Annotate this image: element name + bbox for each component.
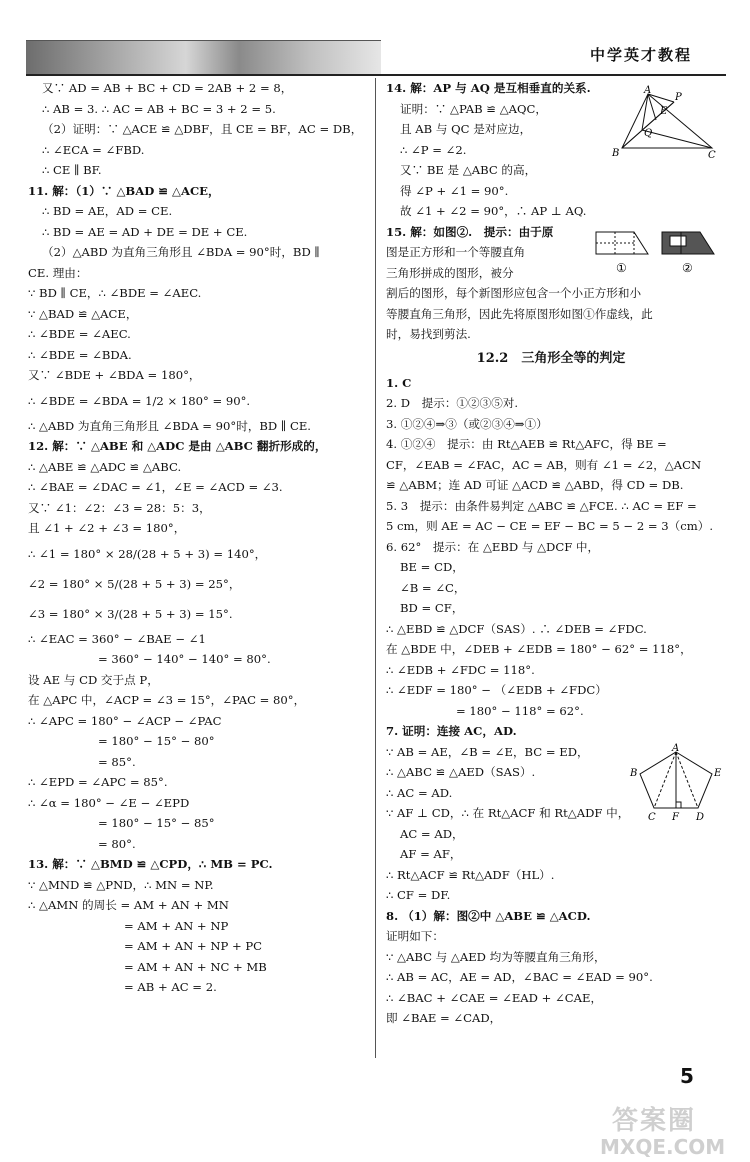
- header-banner-image: [26, 40, 381, 76]
- figure-label: ①: [616, 261, 627, 275]
- figure-label: F: [672, 812, 679, 823]
- text-line: ∴ ∠EAC = 360° − ∠BAE − ∠1: [28, 631, 206, 646]
- text-line: 又∵ ∠BDE + ∠BDA = 180°，: [28, 368, 201, 382]
- text-line: ∴ ∠BAE = ∠DAC = ∠1，∠E = ∠ACD = ∠3.: [28, 480, 283, 494]
- text-line: 即 ∠BAE = ∠CAD，: [386, 1011, 502, 1025]
- text-line: 在 △APC 中，∠ACP = ∠3 = 15°，∠PAC = 80°，: [28, 693, 306, 707]
- text-line: ∴ ∠P = ∠2.: [400, 142, 467, 157]
- text-line: ∴ Rt△ACF ≌ Rt△ADF（HL）.: [386, 867, 555, 882]
- left-column: [28, 78, 368, 998]
- answer-1: 1. C: [386, 375, 412, 390]
- figure-label: P: [675, 92, 682, 103]
- text-line: 等腰直角三角形，因此先将原图形如图①作虚线，此: [386, 306, 653, 321]
- text-line: ∴ △ABC ≌ △AED（SAS）.: [386, 765, 536, 779]
- text-line: 证明如下：: [386, 929, 444, 943]
- text-line: （2）证明：∵ △ACE ≌ △DBF，且 CE = BF，AC = DB，: [42, 122, 363, 136]
- text-line: ∠3 = 180° × 3/(28 + 5 + 3) = 15°.: [28, 606, 233, 621]
- text-line: 且 ∠1 + ∠2 + ∠3 = 180°，: [28, 521, 186, 535]
- text-line: 且 AB 与 QC 是对应边，: [400, 122, 532, 136]
- text-line: BD = CF，: [400, 601, 464, 615]
- figure-label: B: [630, 768, 638, 779]
- text-line: 5 cm，则 AE = AC − CE = EF − BC = 5 − 2 = 3（cm）.: [386, 519, 714, 533]
- text-line: 在 △BDE 中，∠DEB + ∠EDB = 180° − 62° = 118°，: [386, 642, 692, 656]
- figure-label: A: [672, 743, 680, 754]
- text-line: 图是正方形和一个等腰直角: [386, 245, 526, 259]
- text-line: ∵ △BAD ≌ △ACE，: [28, 306, 138, 321]
- text-line: （2）△ABD 为直角三角形且 ∠BDA = 90°时，BD ∥: [42, 245, 320, 259]
- text-line: ≌ △ABM；连 AD 可证 △ACD ≌ △ABD，得 CD = DB.: [386, 478, 684, 492]
- text-line: ∴ ∠ECA = ∠FBD.: [42, 142, 145, 157]
- figure-label: D: [696, 812, 705, 823]
- text-line: 设 AE 与 CD 交于点 P，: [28, 672, 159, 687]
- text-line: ∵ AF ⊥ CD，∴ 在 Rt△ACF 和 Rt△ADF 中，: [386, 806, 630, 820]
- text-line: = 180° − 118° = 62°.: [456, 703, 584, 718]
- pentagon-figure-7: [630, 744, 720, 822]
- text-line: 故 ∠1 + ∠2 = 90°，∴ AP ⊥ AQ.: [400, 204, 587, 218]
- text-line: = AM + AN + NP: [124, 918, 229, 933]
- column-divider: [375, 78, 376, 1058]
- triangle-figure-14: [612, 84, 718, 160]
- text-line: ∴ CE ∥ BF.: [42, 163, 102, 177]
- text-line: ∵ BD ∥ CE，∴ ∠BDE = ∠AEC.: [28, 286, 202, 300]
- text-line: = 85°.: [98, 754, 136, 769]
- figure-label: Q: [644, 128, 653, 139]
- text-line: ∴ △EBD ≌ △DCF（SAS）. ∴ ∠DEB = ∠FDC.: [386, 621, 647, 636]
- watermark-logo: 答案圈: [612, 1106, 697, 1136]
- text-line: 又∵ ∠1：∠2：∠3 = 28：5：3，: [28, 500, 211, 515]
- text-line: ∴ △ABE ≌ △ADC ≌ △ABC.: [28, 459, 182, 474]
- text-line: AF = AF，: [400, 847, 462, 861]
- text-line: = 180° − 15° − 80°: [98, 734, 215, 748]
- text-line: ∴ ∠BAC + ∠CAE = ∠EAD + ∠CAE，: [386, 990, 603, 1005]
- text-line: 5. 3 提示：由条件易判定 △ABC ≌ △FCE. ∴ AC = EF =: [386, 498, 697, 513]
- text-line: 割后的图形，每个新图形应包含一个小正方形和小: [386, 286, 642, 300]
- text-line: 得 ∠P + ∠1 = 90°.: [400, 183, 509, 198]
- figure-label: B: [612, 148, 620, 159]
- text-line: = AB + AC = 2.: [124, 980, 217, 994]
- text-line: = 180° − 15° − 85°: [98, 816, 215, 830]
- text-line: ∴ ∠EDB + ∠FDC = 118°.: [386, 662, 535, 677]
- answer-8: 8. （1）解：图②中 △ABE ≌ △ACD.: [386, 908, 591, 923]
- answer-11: 11. 解：（1）∵ △BAD ≌ △ACE，: [28, 183, 220, 198]
- text-line: = 80°.: [98, 836, 136, 851]
- text-line: ∵ △ABC 与 △AED 均为等腰直角三角形，: [386, 949, 606, 964]
- text-line: AC = AD，: [400, 826, 464, 841]
- text-line: 6. 62° 提示：在 △EBD 与 △DCF 中，: [386, 539, 600, 554]
- text-line: = AM + AN + NP + PC: [124, 939, 263, 953]
- text-line: 又∵ AD = AB + BC + CD = 2AB + 2 = 8，: [42, 81, 293, 95]
- text-line: ∴ BD = AE，AD = CE.: [42, 204, 173, 218]
- answer-12: 12. 解：∵ △ABE 和 △ADC 是由 △ABC 翻折形成的，: [28, 439, 327, 453]
- figure-label: E: [660, 106, 668, 117]
- answer-13: 13. 解：∵ △BMD ≌ △CPD，∴ MB = PC.: [28, 857, 273, 871]
- text-line: = AM + AN + NC + MB: [124, 959, 267, 974]
- answer-7: 7. 证明：连接 AC，AD.: [386, 724, 517, 738]
- text-line: ∴ ∠BDE = ∠AEC.: [28, 327, 131, 341]
- text-line: ∴ ∠BDE = ∠BDA = 1/2 × 180° = 90°.: [28, 393, 251, 408]
- answer-15: 15. 解：如图②. 提示：由于原: [386, 224, 554, 239]
- text-line: ∴ ∠EDF = 180° − （∠EDB + ∠FDC）: [386, 683, 607, 697]
- header-rule: [26, 74, 726, 76]
- text-line: 证明：∵ △PAB ≌ △AQC，: [400, 101, 547, 116]
- text-line: ∴ AC = AD.: [386, 785, 453, 800]
- text-line: 2. D 提示：①②③⑤对.: [386, 396, 519, 410]
- answer-14: 14. 解：AP 与 AQ 是互相垂直的关系.: [386, 81, 591, 95]
- text-line: ∠B = ∠C，: [400, 580, 466, 595]
- text-line: BE = CD，: [400, 560, 464, 574]
- cut-shapes-figure-15: [590, 228, 720, 278]
- text-line: ∴ BD = AE = AD + DE = DE + CE.: [42, 224, 248, 239]
- right-column: [386, 78, 716, 1029]
- text-line: ∴ ∠EPD = ∠APC = 85°.: [28, 775, 168, 789]
- figure-label: A: [644, 85, 652, 96]
- text-line: 又∵ BE 是 △ABC 的高，: [400, 163, 537, 177]
- text-line: ∴ △ABD 为直角三角形且 ∠BDA = 90°时，BD ∥ CE.: [28, 418, 311, 433]
- text-line: ∴ AB = AC，AE = AD，∠BAC = ∠EAD = 90°.: [386, 970, 653, 984]
- text-line: 时，易找到剪法.: [386, 327, 471, 341]
- text-line: CF，∠EAB = ∠FAC，AC = AB，则有 ∠1 = ∠2，△ACN: [386, 457, 702, 472]
- text-line: ∴ CF = DF.: [386, 888, 451, 902]
- text-line: ∴ ∠1 = 180° × 28/(28 + 5 + 3) = 140°，: [28, 546, 267, 561]
- text-line: ∴ AB = 3. ∴ AC = AB + BC = 3 + 2 = 5.: [42, 101, 276, 116]
- figure-label: C: [708, 150, 716, 161]
- text-line: 三角形拼成的图形，被分: [386, 265, 514, 280]
- text-line: 3. ①②④⇒③（或②③④⇒①）: [386, 416, 548, 431]
- text-line: = 360° − 140° − 140° = 80°.: [98, 652, 271, 666]
- figure-label: ②: [682, 261, 693, 275]
- figure-label: C: [648, 812, 656, 823]
- text-line: ∴ ∠APC = 180° − ∠ACP − ∠PAC: [28, 713, 222, 728]
- book-title: 中学英才教程: [590, 46, 693, 64]
- text-line: ∴ △AMN 的周长 = AM + AN + MN: [28, 898, 229, 912]
- page-number: 5: [680, 1064, 694, 1088]
- text-line: ∴ ∠α = 180° − ∠E − ∠EPD: [28, 795, 190, 810]
- text-line: CE. 理由：: [28, 265, 88, 280]
- text-line: ∴ ∠BDE = ∠BDA.: [28, 347, 132, 362]
- text-line: 4. ①②④ 提示：由 Rt△AEB ≌ Rt△AFC，得 BE =: [386, 437, 667, 451]
- text-line: ∠2 = 180° × 5/(28 + 5 + 3) = 25°，: [28, 576, 241, 591]
- text-line: ∵ AB = AE，∠B = ∠E，BC = ED，: [386, 744, 589, 759]
- text-line: ∵ △MND ≌ △PND，∴ MN = NP.: [28, 877, 214, 892]
- figure-label: E: [714, 768, 722, 779]
- section-title: 12.2 三角形全等的判定: [476, 350, 626, 366]
- watermark-url: MXQE.COM: [600, 1135, 726, 1159]
